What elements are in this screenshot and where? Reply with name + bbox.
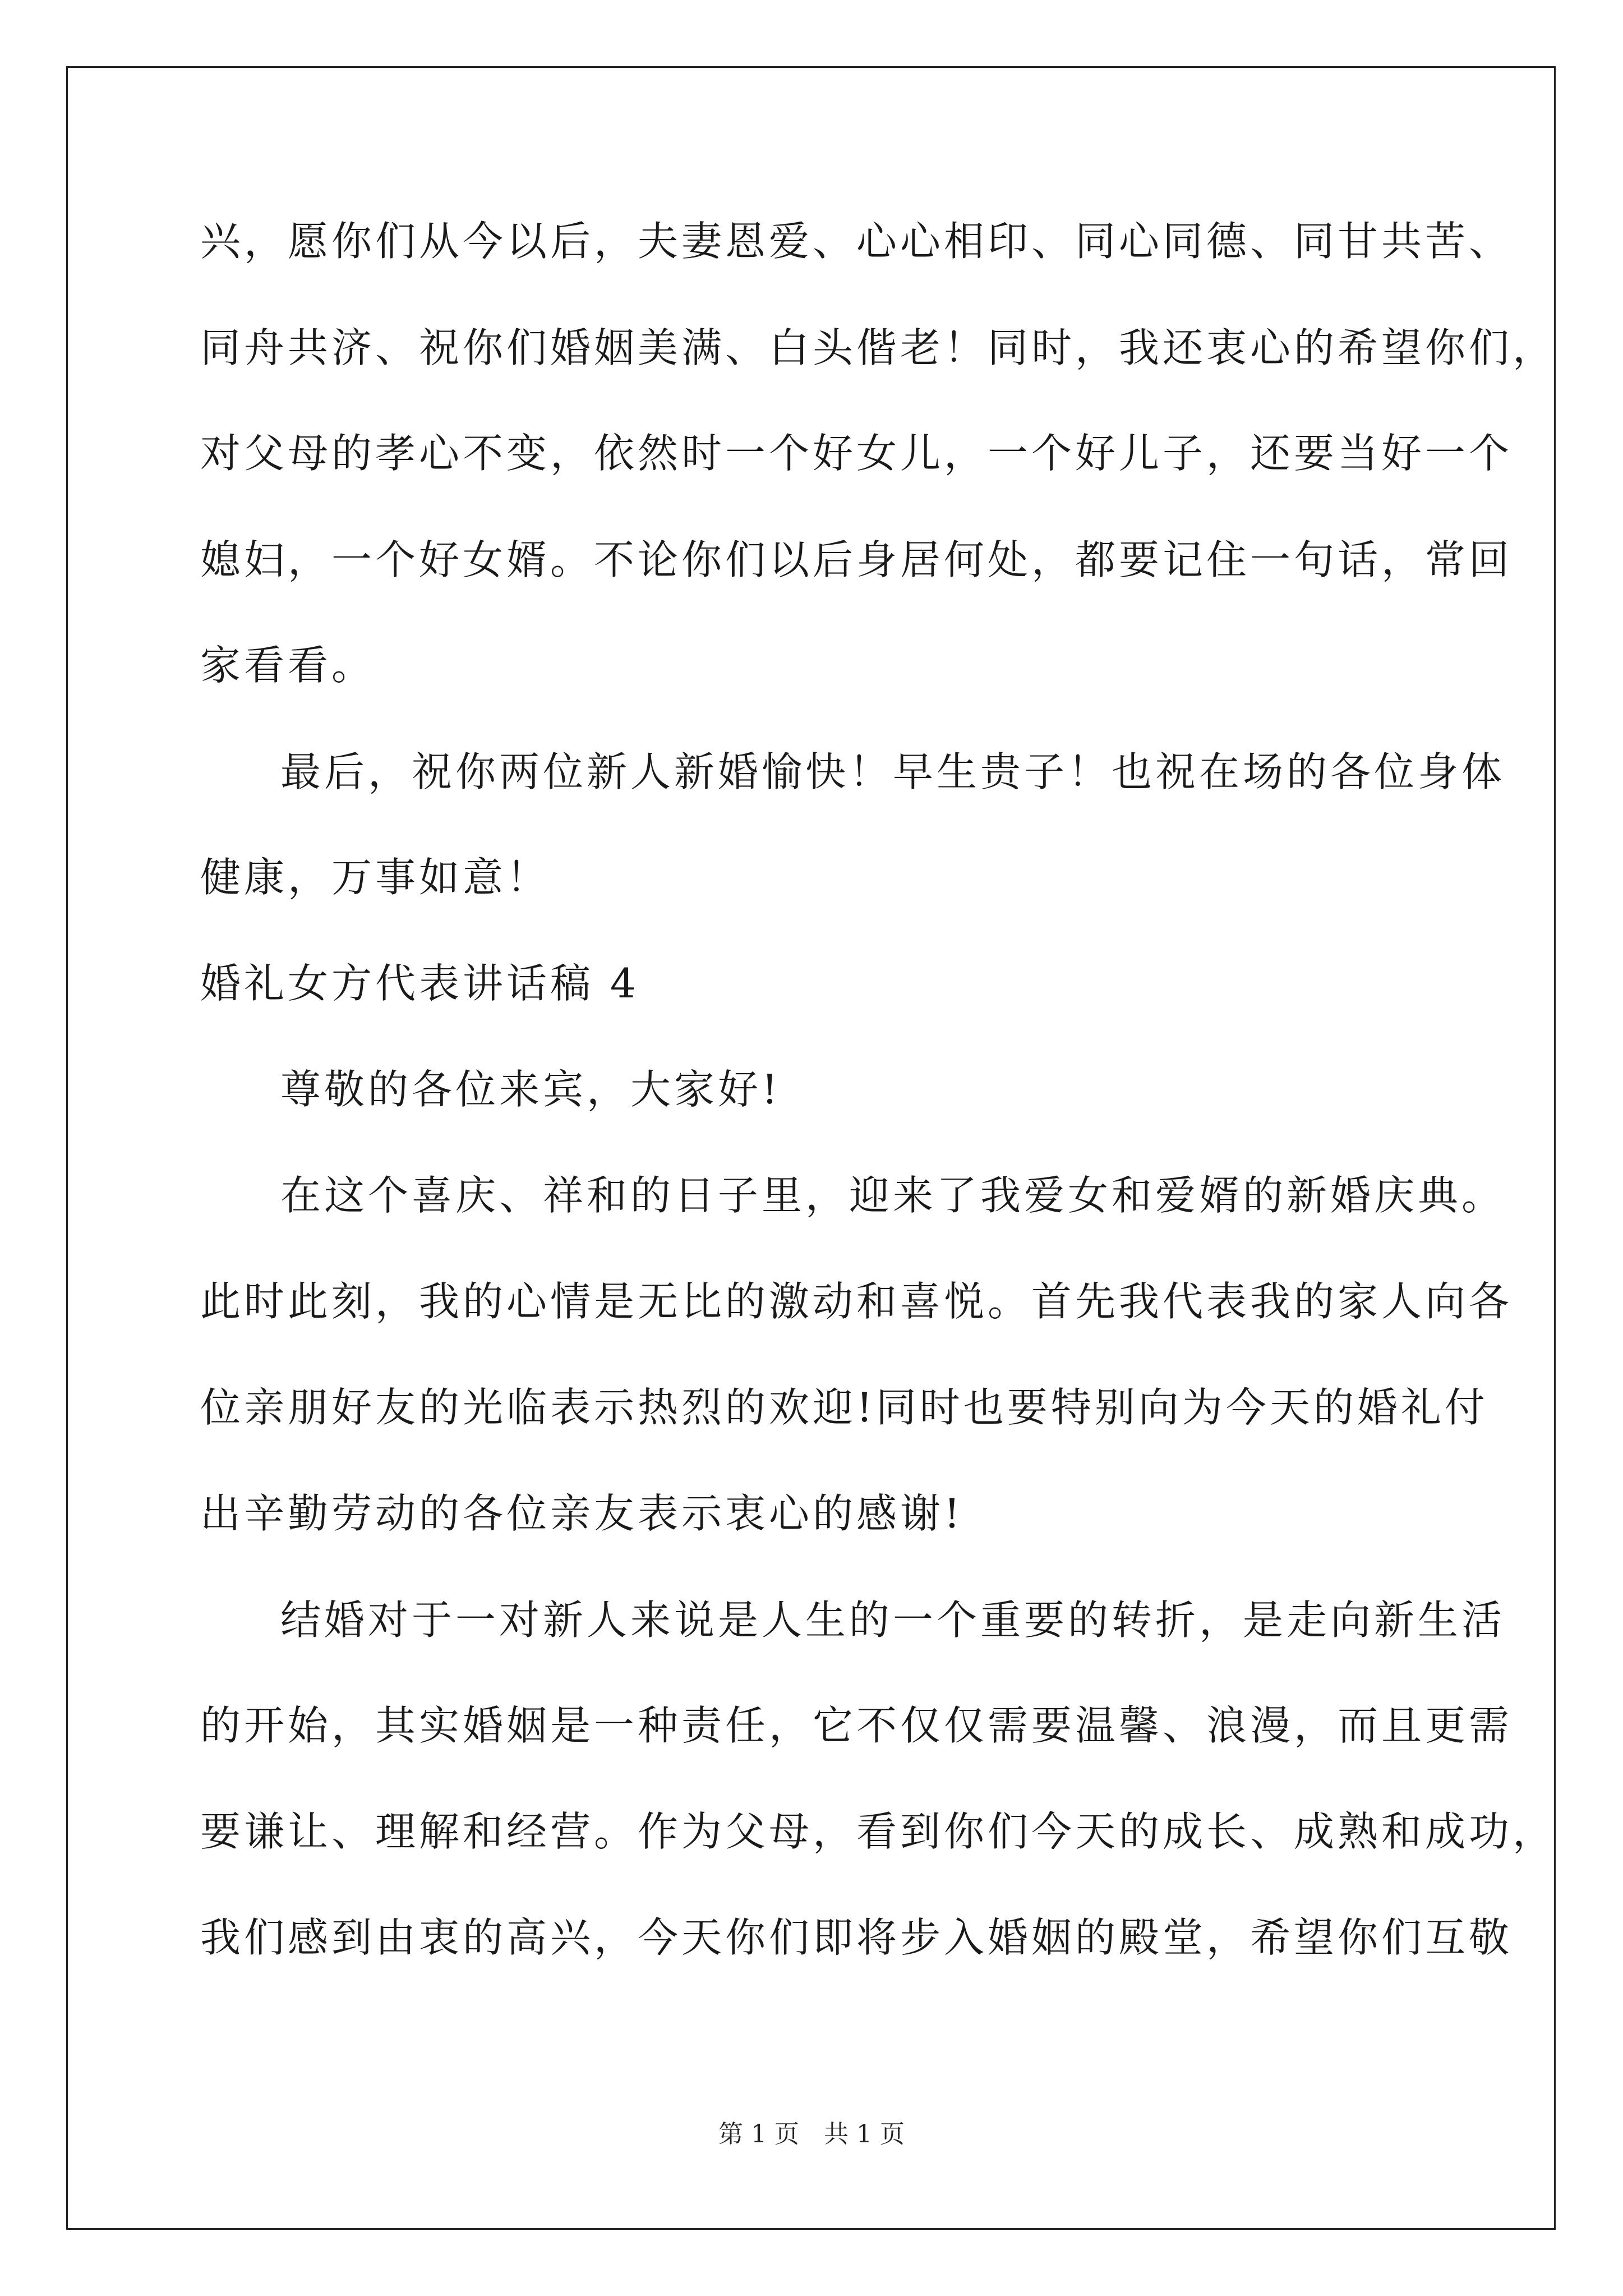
paragraph-line: 兴，愿你们从今以后，夫妻恩爱、心心相印、同心同德、同甘共苦、	[200, 218, 1513, 265]
paragraph-line: 位亲朋好友的光临表示热烈的欢迎!同时也要特别向为今天的婚礼付	[200, 1384, 1488, 1431]
paragraph-line: 家看看。	[200, 642, 376, 689]
section-heading: 婚礼女方代表讲话稿 4	[200, 960, 639, 1007]
paragraph-line: 健康，万事如意！	[200, 854, 551, 901]
paragraph-line: 出辛勤劳动的各位亲友表示衷心的感谢!	[200, 1490, 963, 1537]
paragraph-line: 最后，祝你两位新人新婚愉快！早生贵子！也祝在场的各位身体	[280, 748, 1506, 795]
paragraph-line: 结婚对于一对新人来说是人生的一个重要的转折，是走向新生活	[280, 1596, 1506, 1644]
paragraph-line: 媳妇，一个好女婿。不论你们以后身居何处，都要记住一句话，常回	[200, 536, 1513, 583]
paragraph-line: 要谦让、理解和经营。作为父母，看到你们今天的成长、成熟和成功，	[200, 1808, 1557, 1855]
paragraph-line: 同舟共济、祝你们婚姻美满、白头偕老！同时，我还衷心的希望你们，	[200, 324, 1557, 371]
paragraph-line: 尊敬的各位来宾，大家好!	[280, 1066, 781, 1113]
page-footer: 第 1 页 共 1 页	[718, 2120, 905, 2148]
paragraph-line: 在这个喜庆、祥和的日子里，迎来了我爱女和爱婿的新婚庆典。	[280, 1172, 1506, 1219]
paragraph-line: 对父母的孝心不变，依然时一个好女儿，一个好儿子，还要当好一个	[200, 430, 1513, 477]
paragraph-line: 的开始，其实婚姻是一种责任，它不仅仅需要温馨、浪漫，而且更需	[200, 1702, 1513, 1749]
page-border	[66, 66, 1556, 2230]
paragraph-line: 我们感到由衷的高兴，今天你们即将步入婚姻的殿堂，希望你们互敬	[200, 1914, 1513, 1961]
paragraph-line: 此时此刻，我的心情是无比的激动和喜悦。首先我代表我的家人向各	[200, 1278, 1513, 1325]
